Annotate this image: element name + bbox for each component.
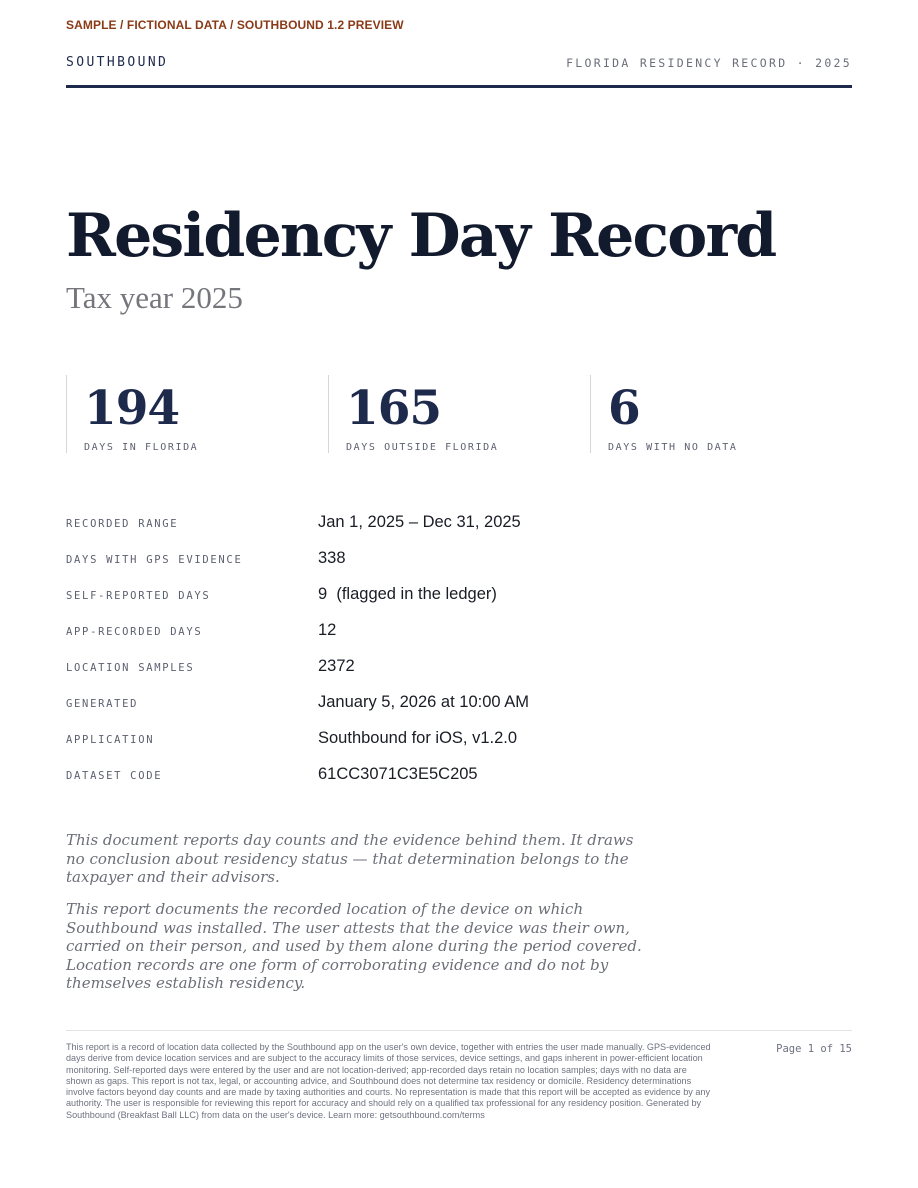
stat-days-in-florida [66,375,198,453]
scope-note: This document reports day counts and the evidence behind them. It draws no conclusion about residency status — that determination belongs to the taxpayer and their advisors. [66,831,634,887]
detail-key: RECORDED RANGE [66,518,179,530]
brand-wordmark: SOUTHBOUND [66,55,169,70]
stat-label: DAYS OUTSIDE FLORIDA [346,442,499,453]
stat-label: DAYS WITH NO DATA [608,442,738,453]
detail-row-location-samples [66,656,766,692]
detail-value: 61CC3071C3E5C205 [318,765,478,783]
attestation-note: This report documents the recorded location of the device on which Southbound was installed. The user attests that the device was their own, carried on their person, and used by them alone during the period covered. Location records are one form of corroborating evidence and do not by themselves establish residency. [66,900,642,993]
detail-value: 12 [318,621,337,639]
report-page [66,0,852,1188]
stat-value: 165 [346,381,442,436]
detail-value: 2372 [318,657,355,675]
detail-value: 338 [318,549,346,567]
detail-row-self-reported [66,584,766,620]
stat-value: 194 [84,381,180,436]
detail-row-recorded-range [66,512,766,548]
detail-key: APP-RECORDED DAYS [66,626,203,638]
legal-disclaimer: This report is a record of location data collected by the Southbound app on the user's own device, together with entries the user made manually. GPS-evidenced days derive from device location services and are subject to the accuracy limits of those services, device settings, and gaps inherent in power-efficient location monitoring. Self-reported days were entered by the user and are not location-derived; app-recorded days retain no location samples; days with no data are shown as gaps. This report is not tax, legal, or accounting advice, and Southbound does not determine tax residency or domicile. Residency determinations involve factors beyond day counts and are made by taxing authorities and courts. No representation is made that this report will be accepted as evidence by any authority. The user is responsible for reviewing this report for accuracy and should rely on a qualified tax professional for any residency position. Generated by Southbound (Breakfast Ball LLC) from data on the user's device. Learn more: getsouthbound.com/terms [66,1042,711,1120]
detail-row-application [66,728,766,764]
detail-row-generated [66,692,766,728]
stat-days-no-data [590,375,738,453]
detail-key: APPLICATION [66,734,155,746]
sample-banner: SAMPLE / FICTIONAL DATA / SOUTHBOUND 1.2 PREVIEW [66,18,404,32]
detail-row-app-recorded [66,620,766,656]
details-list [66,512,766,800]
stat-days-outside-florida [328,375,498,453]
detail-key: LOCATION SAMPLES [66,662,195,674]
masthead [66,55,852,88]
stat-label: DAYS IN FLORIDA [84,442,199,453]
page-footer [66,1030,852,1120]
detail-value: Southbound for iOS, v1.2.0 [318,729,518,747]
page-number: Page 1 of 15 [776,1043,852,1055]
detail-value: January 5, 2026 at 10:00 AM [318,693,529,711]
document-label: FLORIDA RESIDENCY RECORD · 2025 [566,56,852,70]
detail-row-dataset-code [66,764,766,800]
detail-value: Jan 1, 2025 – Dec 31, 2025 [318,513,521,531]
detail-key: GENERATED [66,698,139,710]
detail-key: SELF-REPORTED DAYS [66,590,211,602]
detail-key: DATASET CODE [66,770,163,782]
detail-value: 9 (flagged in the ledger) [318,585,497,603]
detail-row-gps-days [66,548,766,584]
page-subtitle: Tax year 2025 [66,280,243,315]
stat-value: 6 [608,381,640,436]
page-title: Residency Day Record [66,201,776,271]
detail-key: DAYS WITH GPS EVIDENCE [66,554,243,566]
